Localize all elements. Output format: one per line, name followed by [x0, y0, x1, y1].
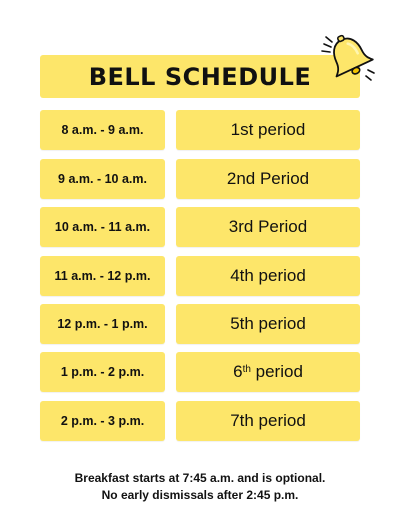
period-label: 3rd Period [176, 207, 360, 247]
time-slot: 8 a.m. - 9 a.m. [40, 110, 165, 150]
schedule-row [40, 401, 360, 441]
schedule-row [40, 352, 360, 392]
period-number: 6 [233, 362, 243, 381]
footer-notes [0, 470, 400, 504]
page-title: BELL SCHEDULE [88, 62, 312, 91]
time-slot: 2 p.m. - 3 p.m. [40, 401, 165, 441]
period-label: 6 $^{th}$ period [176, 352, 360, 392]
time-slot: 10 a.m. - 11 a.m. [40, 207, 165, 247]
period-label: 2nd Period [176, 159, 360, 199]
schedule-row [40, 304, 360, 344]
period-label: 7th period [176, 401, 360, 441]
title-banner [40, 55, 360, 98]
schedule-row [40, 159, 360, 199]
time-slot: 1 p.m. - 2 p.m. [40, 352, 165, 392]
bell-icon [318, 32, 378, 82]
schedule-row [40, 110, 360, 150]
schedule-row [40, 256, 360, 296]
time-slot: 12 p.m. - 1 p.m. [40, 304, 165, 344]
period-label: 1st period [176, 110, 360, 150]
time-slot: 9 a.m. - 10 a.m. [40, 159, 165, 199]
schedule-row [40, 207, 360, 247]
dismissal-note: No early dismissals after 2:45 p.m. [101, 488, 299, 502]
period-label: 5th period [176, 304, 360, 344]
time-slot: 11 a.m. - 12 p.m. [40, 256, 165, 296]
period-word: period [255, 362, 303, 381]
period-label: 4th period [176, 256, 360, 296]
breakfast-note: Breakfast starts at 7:45 a.m. and is optional. [74, 471, 326, 485]
